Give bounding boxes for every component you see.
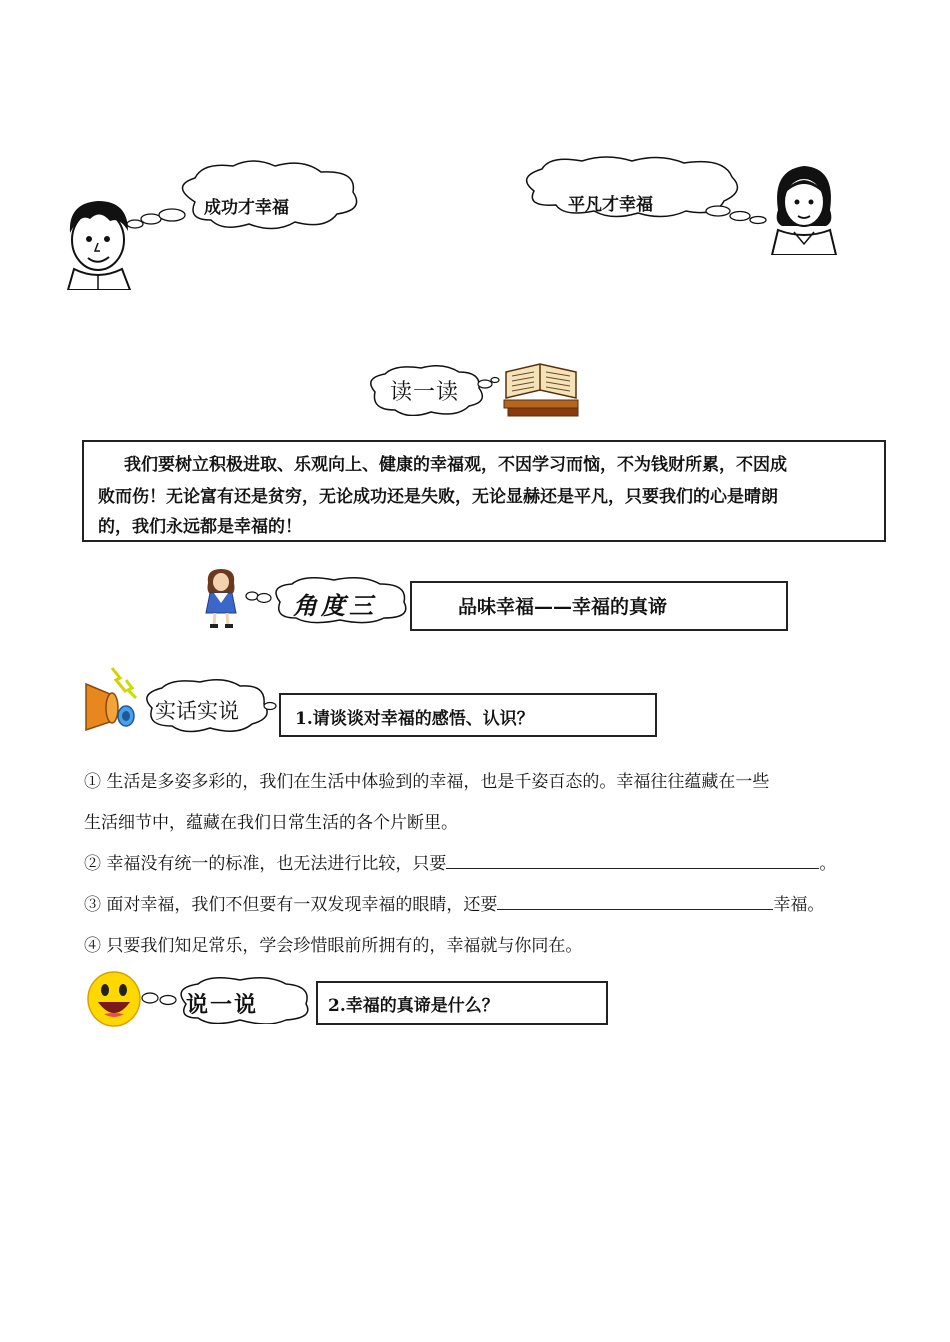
talk-question-box (279, 693, 657, 737)
talk-line-1a: ① 生活是多姿多彩的，我们在生活中体验到的幸福，也是千姿百态的。幸福往往蕴藏在一些 (84, 772, 770, 792)
talk-label: 实话实说 (155, 699, 239, 723)
talk-line-3-prefix: ③ 面对幸福，我们不但要有一双发现幸福的眼睛，还要 (84, 895, 498, 915)
angle-title: 品味幸福——幸福的真谛 (458, 596, 668, 618)
say-label: 说一说 (186, 993, 259, 1018)
angle-title-box (410, 581, 788, 631)
talk-line-1b: 生活细节中，蕴藏在我们日常生活的各个片断里。 (84, 813, 458, 833)
answer-blank-3[interactable] (497, 892, 773, 910)
read-paragraph-box (82, 440, 886, 542)
read-paragraph-line-1: 我们要树立积极进取、乐观向上、健康的幸福观，不因学习而恼，不为钱财所累，不因成 (124, 455, 787, 475)
talk-question: 1.请谈谈对幸福的感悟、认识？ (295, 709, 534, 729)
girl-standing-illustration (196, 567, 246, 629)
say-question-box (316, 981, 608, 1025)
smiley-icon (86, 968, 142, 1028)
talk-line-3 (84, 890, 824, 915)
read-paragraph-line-2: 败而伤！无论富有还是贫穷，无论成功还是失败，无论显赫还是平凡，只要我们的心是晴朗 (98, 487, 778, 507)
right-bubble-text: 平凡才幸福 (568, 195, 653, 215)
talk-line-2-prefix: ② 幸福没有统一的标准，也无法进行比较，只要 (84, 854, 447, 874)
book-icon (500, 360, 582, 418)
read-paragraph-line-3: 的，我们永远都是幸福的！ (98, 517, 302, 537)
angle-label: 角度三 (293, 592, 377, 620)
answer-blank-2[interactable] (446, 851, 819, 869)
read-label: 读一读 (390, 380, 460, 405)
talk-line-3-suffix: 幸福。 (773, 895, 825, 915)
girl-illustration (768, 160, 840, 255)
talk-line-2 (84, 849, 836, 874)
talk-line-2-suffix: 。 (819, 854, 837, 874)
say-question: 2.幸福的真谛是什么？ (328, 996, 499, 1016)
left-bubble-text: 成功才幸福 (204, 198, 289, 218)
talk-line-4: ④ 只要我们知足常乐，学会珍惜眼前所拥有的，幸福就与你同在。 (84, 936, 583, 956)
